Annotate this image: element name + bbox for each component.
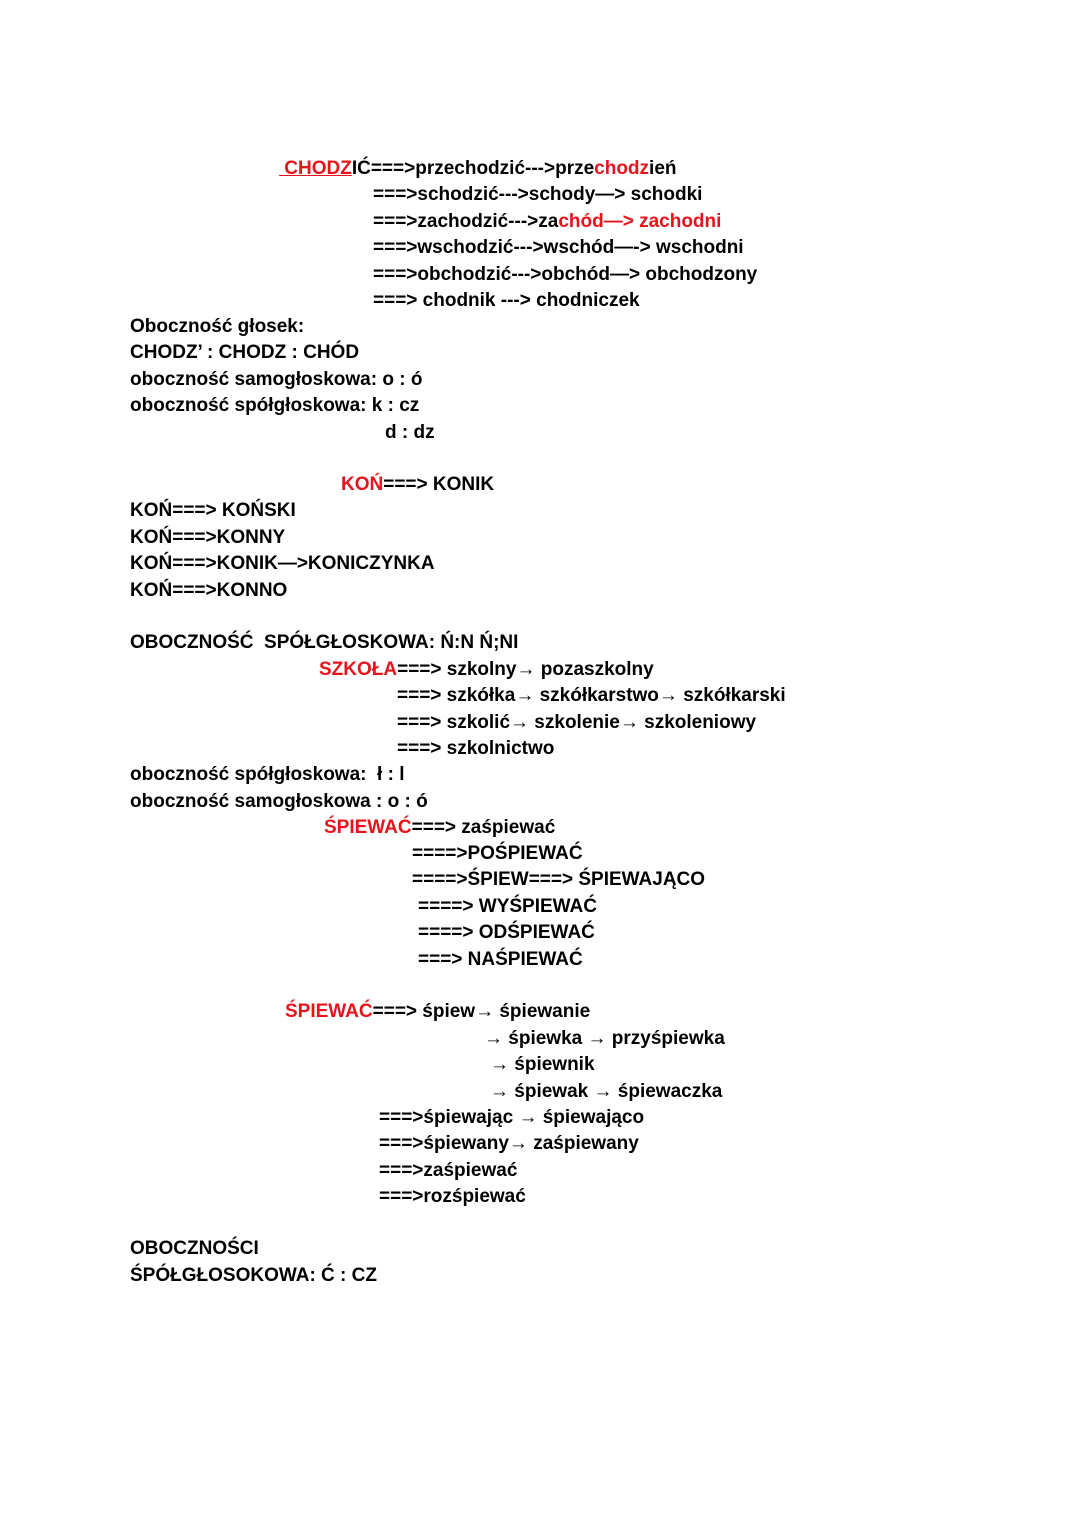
chodz-spolgloskowa: oboczność spółgłoskowa: k : cz bbox=[130, 395, 420, 416]
szkola-line-1 bbox=[319, 657, 654, 683]
szkola-samogloskowa: oboczność samogłoskowa : o : ó bbox=[130, 791, 428, 812]
szkola-spolgloskowa: oboczność spółgłoskowa: ł : l bbox=[130, 764, 405, 785]
spiewac2-line-4: → śpiewak → śpiewaczka bbox=[490, 1081, 723, 1102]
spiewac1-line-2: ====>POŚPIEWAĆ bbox=[412, 843, 583, 864]
chodzic-derivation: IĆ===>przechodzić--->prze bbox=[351, 158, 595, 179]
chodz-root-highlight: chodz bbox=[594, 158, 650, 179]
szkola-line-3: ===> szkolić→ szkolenie→ szkoleniowy bbox=[397, 712, 757, 733]
szkola-line-4: ===> szkolnictwo bbox=[397, 738, 555, 759]
chodzic-suffix: ień bbox=[649, 158, 677, 179]
spiewac1-line-4: ====> WYŚPIEWAĆ bbox=[418, 896, 597, 917]
spiewac2-line-2: → śpiewka → przyśpiewka bbox=[484, 1028, 725, 1049]
spiewac1-line-6: ===> NAŚPIEWAĆ bbox=[418, 949, 583, 970]
chodz-spolgloskowa-2: d : dz bbox=[385, 422, 435, 443]
spiewac1-line-5: ====> ODŚPIEWAĆ bbox=[418, 922, 595, 943]
chodzic-line-6: ===> chodnik ---> chodniczek bbox=[373, 290, 640, 311]
footer-line-2: ŚPÓŁGŁOSOKOWA: Ć : CZ bbox=[130, 1265, 377, 1286]
spiewac2-line-5: ===>śpiewając → śpiewająco bbox=[379, 1107, 645, 1128]
szkola-line-2: ===> szkółka→ szkółkarstwo→ szkółkarski bbox=[397, 685, 786, 706]
spiewac2-root: ŚPIEWAĆ bbox=[285, 1001, 373, 1022]
spiewac2-line-1 bbox=[285, 999, 590, 1025]
spiewac1-line-3: ====>ŚPIEW===> ŚPIEWAJĄCO bbox=[412, 869, 706, 890]
chodzic-line-4: ===>wschodzić--->wschód—-> wschodni bbox=[373, 237, 744, 258]
chodzic-line-2: ===>schodzić--->schody—> schodki bbox=[373, 184, 703, 205]
spiewac2-line-7: ===>zaśpiewać bbox=[379, 1160, 518, 1181]
spiewac1-line-1-rest: ===> zaśpiewać bbox=[411, 817, 556, 838]
spiewac2-line-1-rest: ===> śpiew→ śpiewanie bbox=[372, 1001, 591, 1022]
chodz-root: CHODZ bbox=[279, 158, 352, 179]
chodz-forms: CHODZ’ : CHODZ : CHÓD bbox=[130, 342, 360, 363]
chodzic-line-3 bbox=[373, 209, 721, 235]
kon-line-2: KOŃ===>KONNY bbox=[130, 527, 286, 548]
spiewac2-line-8: ===>rozśpiewać bbox=[379, 1186, 526, 1207]
kon-heading-rest: ===> KONIK bbox=[383, 474, 495, 495]
chodzic-line-3-highlight: chód—> zachodni bbox=[558, 211, 722, 232]
obocznosc-title: Oboczność głosek: bbox=[130, 316, 305, 337]
kon-line-4: KOŃ===>KONNO bbox=[130, 580, 288, 601]
kon-root: KOŃ bbox=[341, 474, 384, 495]
spiewac1-root: ŚPIEWAĆ bbox=[324, 817, 412, 838]
spiewac1-line-1 bbox=[324, 815, 555, 841]
chodzic-line-5: ===>obchodzić--->obchód—> obchodzony bbox=[373, 264, 758, 285]
spiewac2-line-6: ===>śpiewany→ zaśpiewany bbox=[379, 1133, 639, 1154]
szkola-root: SZKOŁA bbox=[319, 659, 398, 680]
spiewac2-line-3: → śpiewnik bbox=[490, 1054, 595, 1075]
footer-line-1: OBOCZNOŚCI bbox=[130, 1238, 259, 1259]
kon-heading bbox=[341, 472, 494, 498]
kon-line-3: KOŃ===>KONIK—>KONICZYNKA bbox=[130, 553, 435, 574]
chodzic-line-3-text: ===>zachodzić--->za bbox=[373, 211, 559, 232]
kon-line-1: KOŃ===> KOŃSKI bbox=[130, 500, 296, 521]
szkola-line-1-rest: ===> szkolny→ pozaszkolny bbox=[397, 659, 654, 680]
chodz-samogloskowa: oboczność samogłoskowa: o : ó bbox=[130, 369, 423, 390]
kon-obocznosc: OBOCZNOŚĆ SPÓŁGŁOSKOWA: Ń:N Ń;NI bbox=[130, 632, 519, 653]
chodzic-line-1 bbox=[279, 156, 677, 182]
